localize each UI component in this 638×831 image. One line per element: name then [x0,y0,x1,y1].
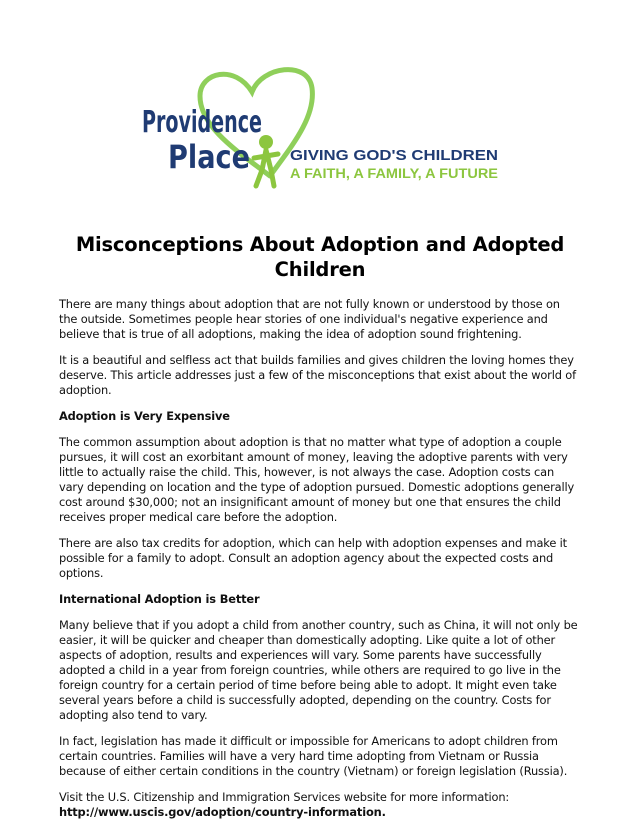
logo-tagline1: GIVING GOD'S CHILDREN [290,147,498,164]
section-heading-international: International Adoption is Better [59,592,260,606]
uscis-link[interactable]: http://www.uscis.gov/adoption/country-information. [59,805,386,819]
providence-place-logo [140,62,510,202]
logo-tagline2: A FAITH, A FAMILY, A FUTURE [290,166,498,181]
logo-graphic [140,62,510,202]
logo-line2: Place [168,138,250,176]
intro-paragraph-2: It is a beautiful and selfless act that builds families and gives children the loving homes they deserve. This article addresses just a few of the misconceptions that exist about the world of adoption. [59,353,576,397]
international-paragraph-1: Many believe that if you adopt a child from another country, such as China, it will not only be easier, it will be quicker and cheaper than domestically adopting. Like quite a lot of other aspects of adoption, results and experiences will vary. Some parents have successfully adopted a child in a year from foreign countries, while others are required to go live in the foreign country for a certain period of time before being able to adopt. It might even take several years before a child is successfully adopted, depending on the country. Costs for adopting also tend to vary. [59,618,578,722]
page-title: Misconceptions About Adoption and Adopted Children [75,233,565,281]
visit-paragraph [59,790,581,820]
logo-line1: Providence [142,105,262,140]
article-body [59,297,581,831]
expensive-paragraph-2: There are also tax credits for adoption, which can help with adoption expenses and make it possible for a family to adopt. Consult an adoption agency about the expected costs and options. [59,536,567,580]
section-heading-expensive: Adoption is Very Expensive [59,409,230,423]
expensive-paragraph-1: The common assumption about adoption is that no matter what type of adoption a couple pursues, it will cost an exorbitant amount of money, leaving the adoptive parents with very little to actually raise the child. This, however, is not always the case. Adoption costs can vary depending on location and the type of adoption pursued. Domestic adoptions generally cost around $30,000; not an insignificant amount of money but one that ensures the child receives proper medical care before the adoption. [59,435,575,524]
intro-paragraph-1: There are many things about adoption that are not fully known or understood by those on the outside. Sometimes people hear stories of one individual's negative experience and believe that is true of all adoptions, making the idea of adoption sound frightening. [59,297,560,341]
visit-text: Visit the U.S. Citizenship and Immigration Services website for more information: [59,790,510,804]
international-paragraph-2: In fact, legislation has made it difficult or impossible for Americans to adopt children from certain countries. Families will have a very hard time adopting from Vietnam or Russia because of either certain conditions in the country (Vietnam) or foreign legislation (Russia). [59,734,568,778]
child-figure-icon [254,135,278,186]
